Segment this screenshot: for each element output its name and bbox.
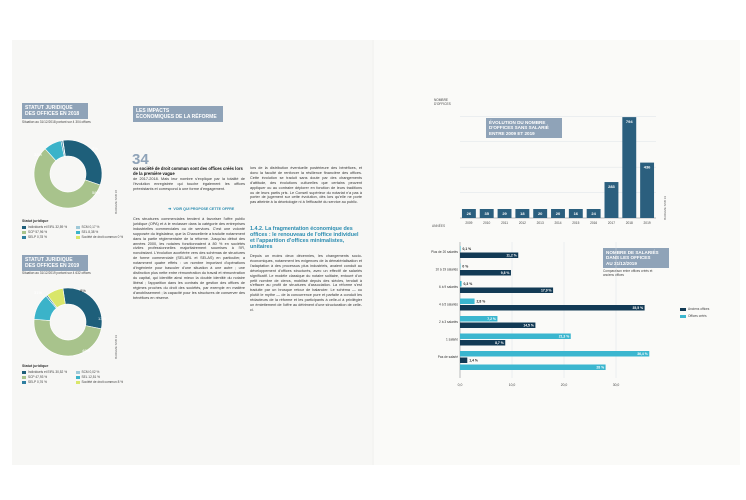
chart1-legend-item: SELP 0,78 %	[22, 235, 74, 239]
evolution-value-2016: 24	[591, 211, 596, 216]
chart1-label-32: 32%	[34, 152, 43, 157]
salaries-value-offices-crees: 0,1 %	[462, 247, 472, 252]
legend-swatch	[22, 231, 26, 234]
chart1-legend-item: Société de droit commun 0 %	[76, 235, 128, 239]
salaries-title-line2: DANS LES OFFICES	[606, 255, 651, 261]
salaries-x-tick: 0,0	[457, 383, 463, 387]
salaries-bar-offices-crees	[460, 351, 649, 357]
evolution-year-2015: 2015	[572, 221, 580, 225]
salaries-category-label: 10 à 19 salariés	[435, 267, 458, 272]
section-badge-line1: LES IMPACTS	[136, 108, 170, 114]
chart1-side-label: BAREME SNB 18	[114, 190, 118, 214]
evolution-value-2018: 794	[625, 119, 633, 125]
evolution-value-2014: 20	[555, 211, 561, 216]
col1-body: Ces structures commerciales tendent à favoriser l'offre public juridique (OPA) et à le reclasser dans la catégorie des entreprises industrielles commerciales ou de services. C'est une volonté supposée du législateur, que la Chancellerie a traduite notamment dans la partie réglementaire de la réforme. Jusqu'au début des années 2000, les notaires fonctionnaient à 80 % en sociétés civiles professionnelles majoritairement soumises à l'IR, nonobstant. L'évolution accélérée vers des schémas de structures de forme commerciale (SELARL et SELAS) en particulier, a notamment quatre effets : un nombre important d'opérations d'ingénierie pour basculer d'une situation à une autre ; une distinction plus nette entre rémunération du travail et rémunération du capital, qui identifie ainsi mieux la double identité du notaire libéral ; l'apparition dans les contrats de gestion des offices de régimes proches du droit des sociétés, par exemple en matière d'anoblissement ; la capacité pour les structures de conserver des bénéfices en réserve.	[133, 217, 245, 300]
salaries-value-anciens-offices: 17,9 %	[541, 288, 552, 293]
evolution-year-2017: 2017	[607, 221, 616, 225]
salaries-value-anciens-offices: 9,8 %	[500, 271, 510, 276]
legend-swatch	[22, 226, 26, 229]
chart2-legend-item: SCP 47,93 %	[22, 375, 74, 379]
evolution-value-2012: 18	[520, 211, 525, 216]
legend-swatch	[76, 381, 80, 384]
donut-slice-individuels-et-eirl	[63, 288, 102, 329]
lead-bold-text: ou société de droit commun sont des offices créés lors de la première vague	[133, 166, 243, 176]
chart1-subtitle: Situation au 31/12/2018 portant sur 4 304 offices	[22, 120, 91, 124]
salaries-bar-anciens-offices	[460, 305, 645, 311]
evolution-title-line3: ENTRE 2009 ET 2019	[489, 130, 535, 136]
salaries-value-offices-crees: 28 %	[596, 365, 605, 370]
evolution-year-2009: 2009	[465, 221, 473, 225]
arrow-icon: ➜	[168, 206, 172, 211]
legend-swatch	[22, 376, 26, 379]
legend-swatch	[22, 381, 26, 384]
evolution-year-2011: 2011	[501, 221, 508, 225]
chart1-title	[22, 103, 88, 119]
chart2-legend-item: SELP 0,76 %	[22, 380, 74, 384]
chart1-label-8: 8%	[92, 146, 98, 151]
evolution-bar-chart	[430, 100, 670, 232]
chart2-label-8: 8%	[80, 288, 86, 293]
chart1-legend	[22, 225, 127, 239]
salaries-category-label: 1 salarié	[445, 337, 458, 342]
salaries-note: Comparaison entre offices créés et anciens offices	[603, 269, 653, 277]
salaries-category-label: 2 à 3 salariés	[439, 320, 458, 324]
page-number: 34	[132, 151, 149, 168]
evolution-axis-top-label: NOMBRE D'OFFICES	[434, 98, 451, 106]
chart2-legend-title: Statut juridique	[22, 364, 49, 368]
chart1-title-line2: DES OFFICES EN 2018	[25, 111, 80, 117]
salaries-category-label: Pas de salarié	[437, 355, 458, 359]
chart2-title-line2: DES OFFICES EN 2019	[25, 263, 80, 269]
salaries-value-anciens-offices: 35,5 %	[632, 306, 644, 311]
evolution-bar-2018	[622, 117, 636, 218]
evolution-value-2010: 35	[484, 211, 489, 216]
salaries-title-line3: AU 31/12/2019	[606, 260, 637, 266]
salaries-bar-offices-crees	[460, 334, 571, 340]
salaries-value-anciens-offices: 11,2 %	[506, 253, 517, 258]
salaries-bar-offices-crees	[460, 365, 606, 371]
salaries-category-label: 6 à 9 salariés	[439, 285, 458, 289]
evolution-bar-2019	[640, 163, 654, 218]
evolution-title-line1: ÉVOLUTION DU NOMBRE	[489, 120, 546, 125]
col2-body: Depuis un moins deux décennies, les changements socio-économiques, notamment les exigences de la dématérialisation et l'adaptation à des processus plus industriels, avaient conduit au développement d'offices structurés, avec un effectif de salariés significatif. Le modèle classique du notaire solitaire, entouré d'un petit nombre de clercs, mobilisé depuis des siècles, tendait à s'effacer au profit de structures d'association. La réforme s'est traduite par un brusque retour de balancier. Le schéma — ou plutôt le mythe — de la concurrence pure et parfaite a conduit les rédacteurs de la réforme et les participants à celle-ci à privilégier un émiettement de l'offre au détriment d'une structuration de celle-ci.	[250, 254, 362, 312]
evolution-value-2017: 283	[608, 184, 615, 190]
evolution-year-2018: 2018	[625, 221, 633, 225]
chart2-label-13: 13%	[98, 316, 107, 321]
chart1-legend-item: SCP 57,96 %	[22, 230, 74, 234]
chart2-label-48: 48%	[82, 348, 91, 353]
offer-link[interactable]: ➜ VOIR QUI PROPOSE CETTE OFFRE	[168, 206, 235, 211]
evolution-year-2012: 2012	[518, 221, 526, 225]
salaries-bar-anciens-offices	[460, 288, 553, 294]
chart2-legend-item: SEL 12,51 %	[76, 375, 128, 379]
chart1-title-line1: STATUT JURIDIQUE	[25, 105, 73, 111]
salaries-value-offices-crees: 21,3 %	[558, 334, 570, 339]
evolution-x-axis-label: ANNÉES	[432, 224, 446, 228]
salaries-value-anciens-offices: 8,7 %	[495, 341, 504, 346]
legend-item-nouveau: Offices créés	[680, 314, 709, 318]
evolution-title-line2: D'OFFICES SANS SALARIÉ	[489, 125, 549, 131]
chart2-legend-item: SCM 0,02 %	[76, 370, 128, 374]
col1-intro: de 2017-2018. Mais leur nombre s'explique par la totalité de l'évolution enregistrée qui touche également les offices préexistants et correspond à une forme d'engagement.	[133, 177, 245, 191]
chart2-label-31: 31%	[34, 290, 43, 295]
sub-heading: 1.4.2. La fragmentation économique des offices : le renouveau de l'office individuel et l'apparition d'offices minimalistes, unitaires	[250, 226, 359, 250]
col2-text: lors de la distribution éventuelle postérieure des bénéfices, et donc la faculté de renforcer la résilience financière des offices. Cette évolution se traduit sans doute par des changements d'attitude, des évolutions culturelles que certains peuvent appliquer ou au contraire déplorer en fonction de leurs traditions ou de leurs partis pris. Le Conseil supérieur du notariat n'a pas à porter de jugement sur cette évolution, dès lors qu'elle ne porte pas atteinte à la déontologie ni à l'efficacité du service au public.	[250, 166, 362, 205]
chart1-legend-item: Individuels et EIRL 32,59 %	[22, 225, 74, 229]
legend-swatch	[680, 308, 686, 311]
salaries-value-offices-crees: 0 %	[462, 264, 469, 269]
legend-item-ancien: Anciens offices	[680, 307, 709, 311]
salaries-value-offices-crees: 0,3 %	[463, 282, 473, 287]
salaries-value-offices-crees: 2,8 %	[476, 299, 486, 304]
evolution-year-2019: 2019	[643, 221, 651, 225]
legend-swatch	[76, 371, 80, 374]
salaries-value-anciens-offices: 1,4 %	[469, 358, 478, 363]
evolution-value-2019: 436	[643, 164, 651, 170]
section-badge	[133, 106, 223, 122]
salaries-value-offices-crees: 7,2 %	[487, 317, 496, 322]
evolution-side-label: BAREME SNB 19	[663, 196, 667, 220]
salaries-value-anciens-offices: 14,5 %	[523, 323, 534, 328]
evolution-value-2013: 20	[537, 211, 543, 216]
salaries-x-tick: 30,0	[612, 383, 620, 387]
salaries-bar-chart	[420, 240, 680, 390]
salaries-title-line1: NOMBRE DE SALARIÉS	[606, 250, 659, 255]
salaries-bar-anciens-offices	[460, 358, 467, 364]
evolution-value-2009: 26	[466, 211, 472, 216]
chart1-legend-title: Statut juridique	[22, 219, 49, 223]
chart2-title	[22, 255, 88, 271]
chart2-legend	[22, 370, 127, 384]
chart2-title-line1: STATUT JURIDIQUE	[25, 257, 73, 263]
salaries-bar-offices-crees	[460, 299, 475, 305]
legend-swatch	[76, 376, 80, 379]
salaries-category-label: 4 à 5 salariés	[439, 302, 458, 307]
legend-swatch	[22, 371, 26, 374]
chart1-legend-item: SCM 0,17 %	[76, 225, 128, 229]
salaries-category-label: Plus de 20 salariés	[431, 250, 458, 254]
chart2-side-label: BAREME SNB 19	[114, 335, 118, 359]
evolution-year-2016: 2016	[590, 221, 598, 225]
salaries-x-tick: 20,0	[560, 383, 568, 387]
chart1-donut	[22, 130, 122, 218]
evolution-year-2014: 2014	[554, 221, 562, 225]
chart2-legend-item: Société de droit commun 8 %	[76, 380, 128, 384]
salaries-bar-offices-crees	[460, 281, 462, 287]
salaries-value-offices-crees: 36,4 %	[637, 352, 648, 357]
chart1-label-58: 58%	[92, 190, 101, 195]
salaries-bar-offices-crees	[460, 246, 461, 252]
chart2-subtitle: Situation au 31/12/2019 portant sur 4 632 offices	[22, 271, 91, 275]
chart2-donut	[22, 280, 122, 364]
legend-swatch	[76, 236, 80, 239]
evolution-year-2010: 2010	[483, 221, 491, 225]
legend-swatch	[76, 226, 80, 229]
legend-swatch	[76, 231, 80, 234]
salaries-x-tick: 10,0	[508, 383, 516, 387]
salaries-legend	[680, 307, 709, 318]
legend-swatch	[22, 236, 26, 239]
chart2-legend-item: Individuels et EIRL 30,52 %	[22, 370, 74, 374]
evolution-year-2013: 2013	[536, 221, 544, 225]
legend-swatch	[680, 315, 686, 318]
section-badge-line2: ÉCONOMIQUES DE LA RÉFORME	[136, 114, 217, 120]
evolution-value-2011: 29	[502, 211, 507, 216]
evolution-value-2015: 16	[573, 211, 579, 216]
chart1-legend-item: SEL 8,38 %	[76, 230, 128, 234]
